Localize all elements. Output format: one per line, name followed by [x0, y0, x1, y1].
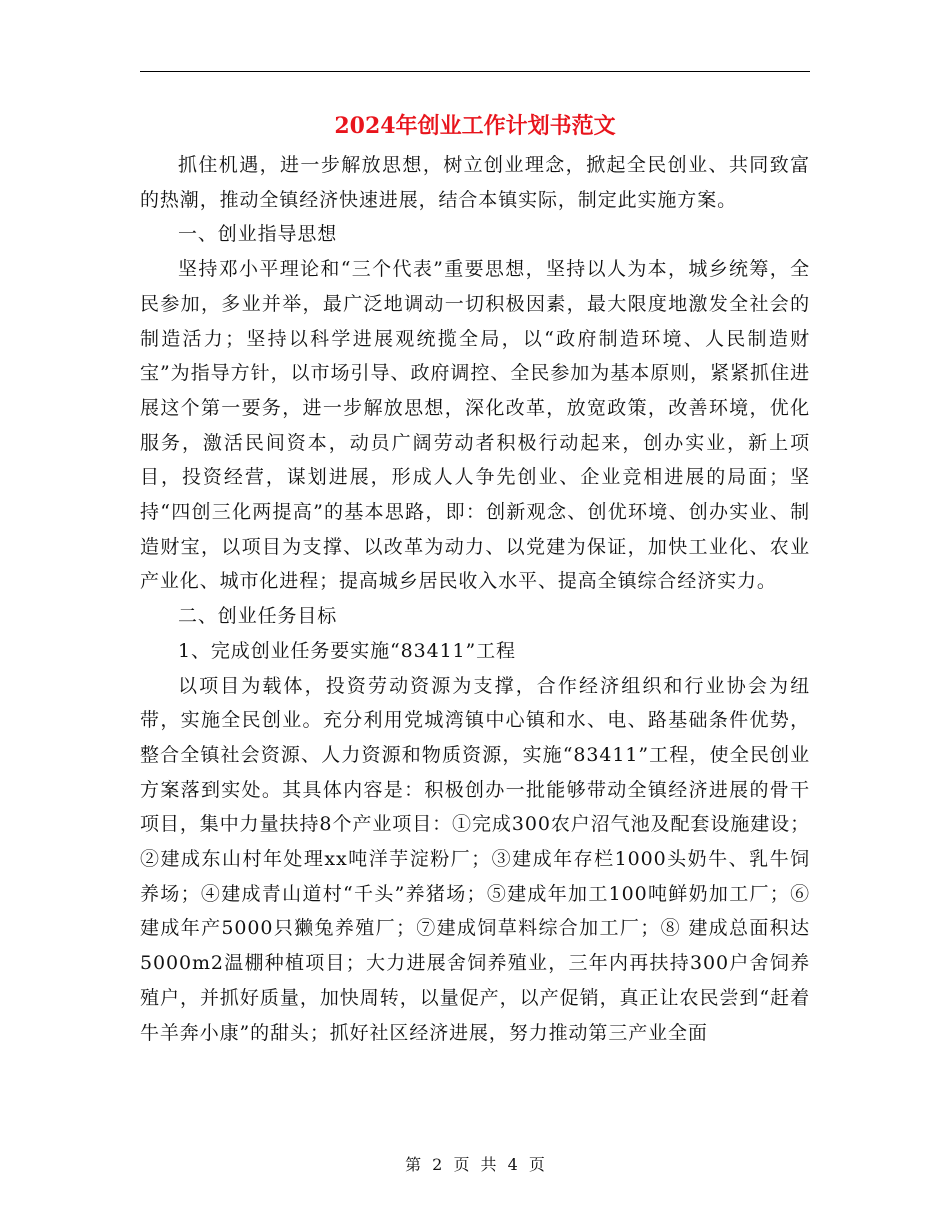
heading-task-goals: 二、创业任务目标 — [178, 605, 338, 628]
document-body — [140, 148, 810, 1050]
heading-guiding-thought: 一、创业指导思想 — [178, 223, 338, 246]
document-title: 2024年创业工作计划书范文 — [334, 113, 616, 139]
page-footer: 第 2 页 共 4 页 — [405, 1155, 545, 1174]
subheading-83411: 1、完成创业任务要实施“83411”工程 — [178, 639, 516, 662]
paragraph-guiding-thought: 坚持邓小平理论和“三个代表”重要思想，坚持以人为本，城乡统筹，全民参加，多业并举，最广泛地调动一切积极因素，最大限度地激发全社会的制造活力；坚持以科学进展观统揽全局，以“政府制造环境、人民制造财宝”为指导方针，以市场引导、政府调控、全民参加为基本原则，紧紧抓住进展这个第一要务，进一步解放思想，深化改革，放宽政策，改善环境，优化服务，激活民间资本，动员广阔劳动者积极行动起来，创办实业，新上项目，投资经营，谋划进展，形成人人争先创业、企业竞相进展的局面；坚持“四创三化两提高”的基本思路，即：创新观念、创优环境、创办实业、制造财宝，以项目为支撑、以改革为动力、以党建为保证，加快工业化、农业产业化、城市化进程；提高城乡居民收入水平、提高全镇综合经济实力。 — [140, 258, 810, 593]
header-rule — [140, 71, 810, 72]
paragraph-intro: 抓住机遇，进一步解放思想，树立创业理念，掀起全民创业、共同致富的热潮，推动全镇经济快速进展，结合本镇实际，制定此实施方案。 — [140, 154, 810, 211]
paragraph-83411: 以项目为载体，投资劳动资源为支撑，合作经济组织和行业协会为纽带，实施全民创业。充分利用党城湾镇中心镇和水、电、路基础条件优势，整合全镇社会资源、人力资源和物质资源，实施“83411”工程，使全民创业方案落到实处。其具体内容是：积极创办一批能够带动全镇经济进展的骨干项目，集中力量扶持8个产业项目：①完成300农户沼气池及配套设施建设；②建成东山村年处理xx吨洋芋淀粉厂；③建成年存栏1000头奶牛、乳牛饲养场；④建成青山道村“千头”养猪场；⑤建成年加工100吨鲜奶加工厂；⑥建成年产5000只獭兔养殖厂；⑦建成饲草料综合加工厂；⑧ 建成总面积达5000m2温棚种植项目；大力进展舍饲养殖业，三年内再扶持300户舍饲养殖户，并抓好质量，加快周转，以量促产，以产促销，真正让农民尝到“赶着牛羊奔小康”的甜头；抓好社区经济进展，努力推动第三产业全面 — [140, 674, 810, 1044]
